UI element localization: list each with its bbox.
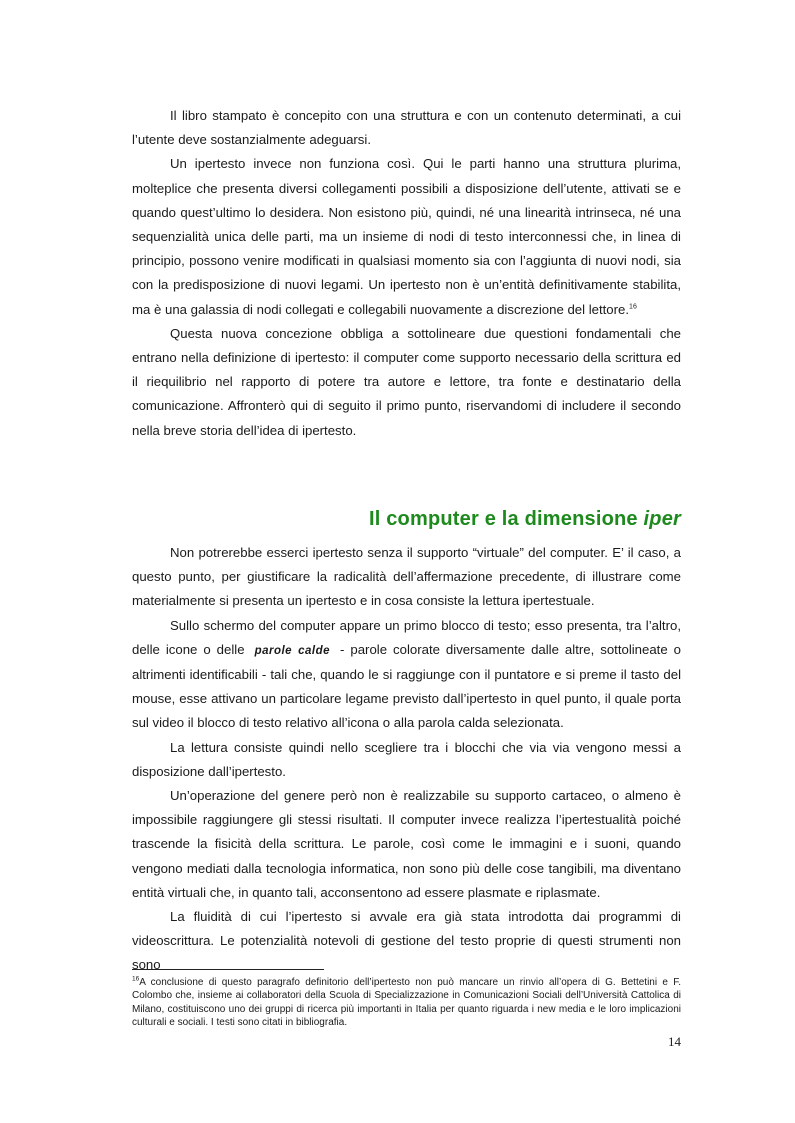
paragraph-text: Non potrerebbe esserci ipertesto senza il supporto “virtuale” del computer. E’ il caso, a questo punto, per giustificare la radicalità dell’affermazione precedente, di illustrare come materialmente si presenta un ipertesto e in cosa consiste la lettura ipertestuale. [132, 545, 681, 609]
footnote-reference[interactable]: 16 [629, 303, 637, 311]
paragraph [132, 541, 681, 614]
paragraph [132, 736, 681, 784]
paragraph-text: Questa nuova concezione obbliga a sottolineare due questioni fondamentali che entrano nella definizione di ipertesto: il computer come supporto necessario della scrittura ed il riequilibrio nel rapporto di potere tra autore e lettore, tra fonte e destinatario della comunicazione. Affronterò qui di seguito il primo punto, riservandomi di includere il secondo nella breve storia dell’idea di ipertesto. [132, 325, 681, 438]
paragraph-text: La fluidità di cui l’ipertesto si avvale era già stata introdotta dai programmi di videoscrittura. Le potenzialità notevoli di gestione del testo proprie di questi strumenti non sono [132, 909, 681, 973]
paragraph-text: Un ipertesto invece non funziona così. Qui le parti hanno una struttura plurima, molteplice che presenta diversi collegamenti possibili a disposizione dell’utente, attivati se e quando quest’ultimo lo desidera. Non esistono più, quindi, né una linearità intrinseca, né una sequenzialità unica delle parti, ma un insieme di nodi di testo interconnessi che, in linea di principio, possono venire modificati in qualsiasi momento sia con l’aggiunta di nuovi nodi, sia con la predisposizione di nuovi legami. Un ipertesto non è un’entità definitivamente stabilita, ma è una galassia di nodi collegati e collegabili nuovamente a discrezione del lettore. [132, 156, 681, 317]
paragraph [132, 322, 681, 443]
paragraph-text: Il libro stampato è concepito con una struttura e con un contenuto determinati, a cui l’utente deve sostanzialmente adeguarsi. [132, 108, 681, 148]
footnote-divider [132, 969, 324, 970]
section-text-block [132, 541, 681, 978]
hot-words-term: parole calde [254, 644, 330, 657]
paragraph [132, 104, 681, 152]
paragraph-text: La lettura consiste quindi nello scegliere tra i blocchi che via via vengono messi a disposizione dall’ipertesto. [132, 739, 681, 779]
page-number: 14 [668, 1034, 681, 1049]
paragraph [132, 905, 681, 978]
footnote-text: A conclusione di questo paragrafo definitorio dell’ipertesto non può mancare un rinvio all’opera di G. Bettetini e F. Colombo che, insieme ai collaboratori della Scuola di Specializzazione in Comunicazioni Sociali dell’Università Cattolica di Milano, costituiscono uno dei gruppi di ricerca più importanti in Italia per quanto riguarda i new media e le loro implicazioni culturali e sociali. I testi sono citati in bibliografia. [132, 977, 681, 1029]
heading-emphasis: iper [643, 508, 681, 530]
paragraph [132, 784, 681, 905]
footnote-number: 16 [132, 975, 140, 983]
paragraph-text: Sullo schermo del computer appare un primo blocco di testo; esso presenta, tra l’altro, delle icone o delle [132, 617, 681, 657]
paragraph [132, 152, 681, 321]
paragraph-text: Un’operazione del genere però non è realizzabile su supporto cartaceo, o almeno è impossibile raggiungere gli stessi risultati. Il computer invece realizza l’ipertestualità poiché trascende la fisicità della scrittura. Le parole, così come le immagini e i suoni, quando vengono mediati dalla tecnologia informatica, non sono più delle cose tangibili, ma diventano entità virtuali che, in quanto tali, acconsentono ad essere plasmate e riplasmate. [132, 788, 681, 900]
heading-text: Il computer e la dimensione [368, 508, 644, 530]
intro-text-block [132, 104, 681, 443]
paragraph [132, 614, 681, 736]
footnote [132, 976, 681, 1030]
paragraph-text: - parole colorate diversamente dalle altre, sottolineate o altrimenti identificabili - tali che, quando le si raggiunge con il puntatore e si preme il tasto del mouse, esse attivano un particolare legame previsto dall’ipertesto in quel punto, il quale porta sul video il blocco di testo relativo all’icona o alla parola calda selezionata. [132, 641, 682, 731]
section-heading [132, 505, 681, 533]
